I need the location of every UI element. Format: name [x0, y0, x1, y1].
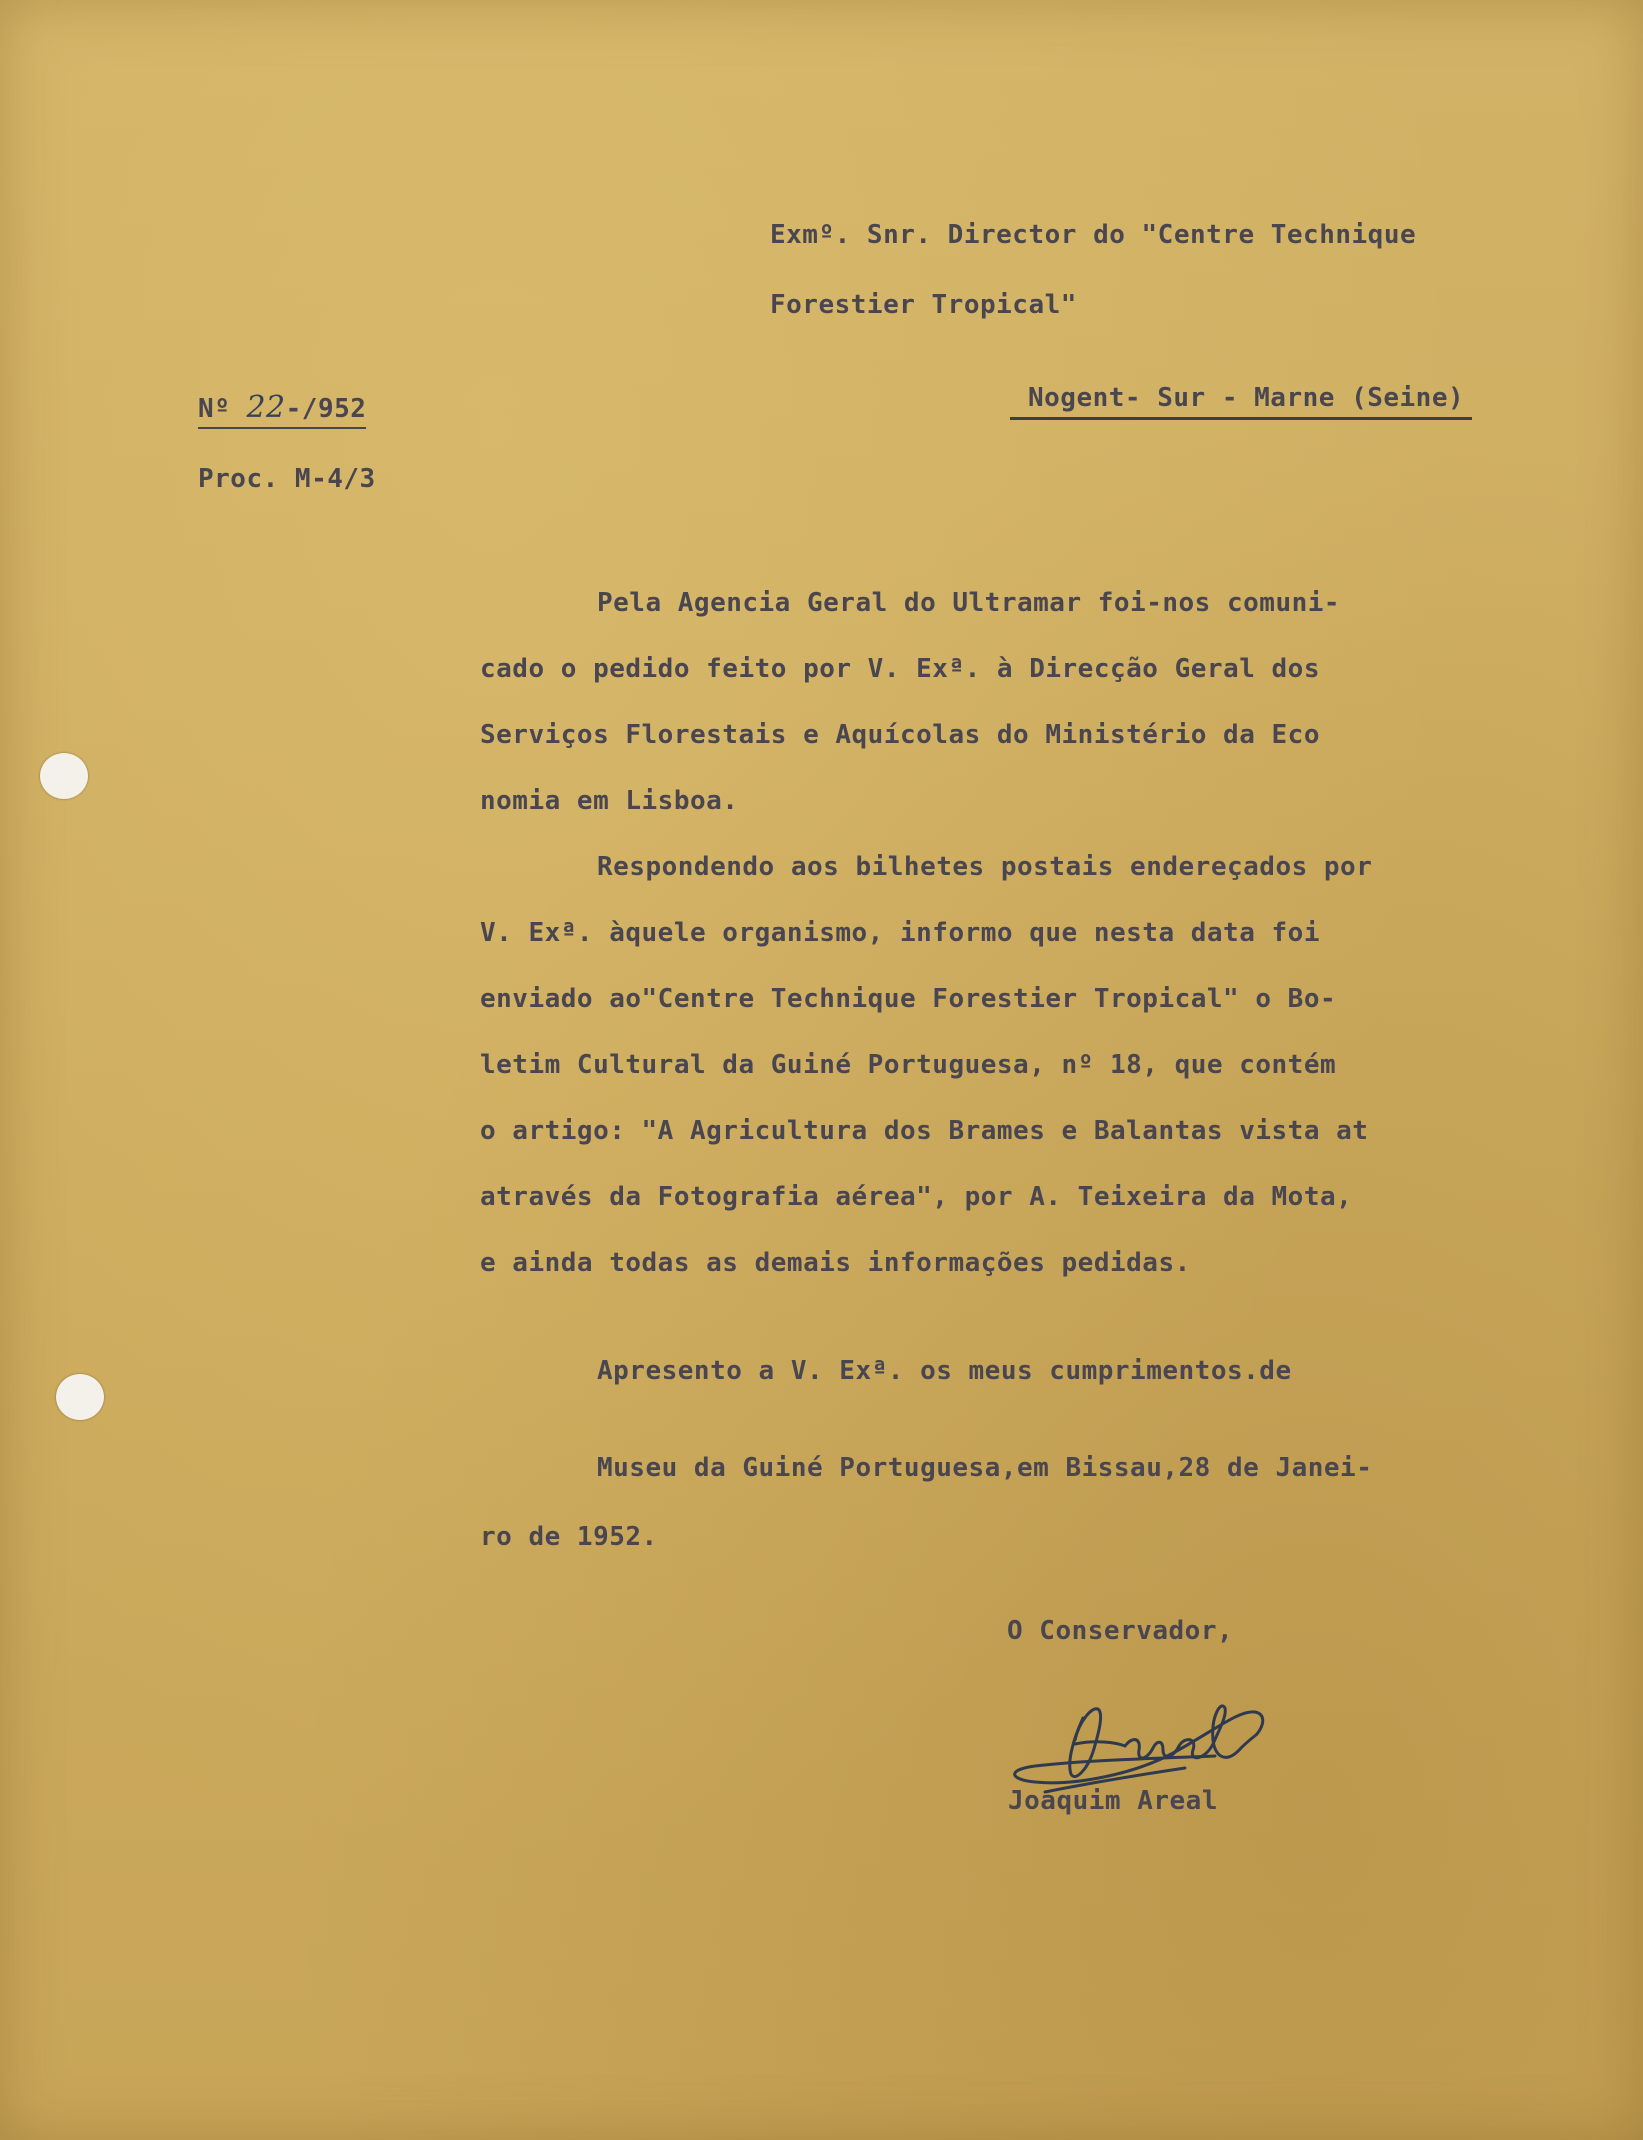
- paragraph-2-line-3: enviado ao"Centre Technique Forestier Tropical" o Bo-: [480, 984, 1337, 1014]
- reference-number-handwritten: 22: [246, 390, 286, 425]
- closing-title: O Conservador,: [1007, 1616, 1234, 1646]
- paragraph-2-line-7: e ainda todas as demais informações pedidas.: [480, 1248, 1191, 1278]
- paragraph-4-line-1: Museu da Guiné Portuguesa,em Bissau,28 de Janei-: [597, 1453, 1373, 1483]
- reference-number: [198, 390, 367, 429]
- paragraph-1-line-2: cado o pedido feito por V. Exª. à Direcção Geral dos: [480, 654, 1320, 684]
- paragraph-2-line-2: V. Exª. àquele organismo, informo que nesta data foi: [480, 918, 1320, 948]
- paragraph-2-line-4: letim Cultural da Guiné Portuguesa, nº 18, que contém: [480, 1050, 1337, 1080]
- signatory-name: Joaquim Areal: [1008, 1786, 1218, 1816]
- punch-hole-top: [40, 753, 88, 799]
- addressee-line-2: Forestier Tropical": [770, 290, 1077, 320]
- handwritten-signature: [975, 1670, 1295, 1800]
- addressee-line-1: Exmº. Snr. Director do "Centre Technique: [770, 220, 1417, 250]
- paragraph-2-line-6: através da Fotografia aérea", por A. Teixeira da Mota,: [480, 1182, 1353, 1212]
- paragraph-2-line-5: o artigo: "A Agricultura dos Brames e Balantas vista at: [480, 1116, 1369, 1146]
- paragraph-3: Apresento a V. Exª. os meus cumprimentos.de: [597, 1356, 1292, 1386]
- paragraph-1-line-3: Serviços Florestais e Aquícolas do Ministério da Eco: [480, 720, 1320, 750]
- paragraph-1-line-4: nomia em Lisboa.: [480, 786, 739, 816]
- paragraph-2-line-1: Respondendo aos bilhetes postais endereçados por: [597, 852, 1373, 882]
- paragraph-4-line-2: ro de 1952.: [480, 1522, 658, 1552]
- addressee-city: Nogent- Sur - Marne (Seine): [1010, 385, 1472, 420]
- punch-hole-bottom: [56, 1374, 104, 1420]
- paragraph-1-line-1: Pela Agencia Geral do Ultramar foi-nos comuni-: [597, 588, 1341, 618]
- reference-number-prefix: Nº: [198, 394, 247, 424]
- process-reference: Proc. M-4/3: [198, 464, 376, 494]
- reference-number-suffix: -/952: [285, 394, 367, 424]
